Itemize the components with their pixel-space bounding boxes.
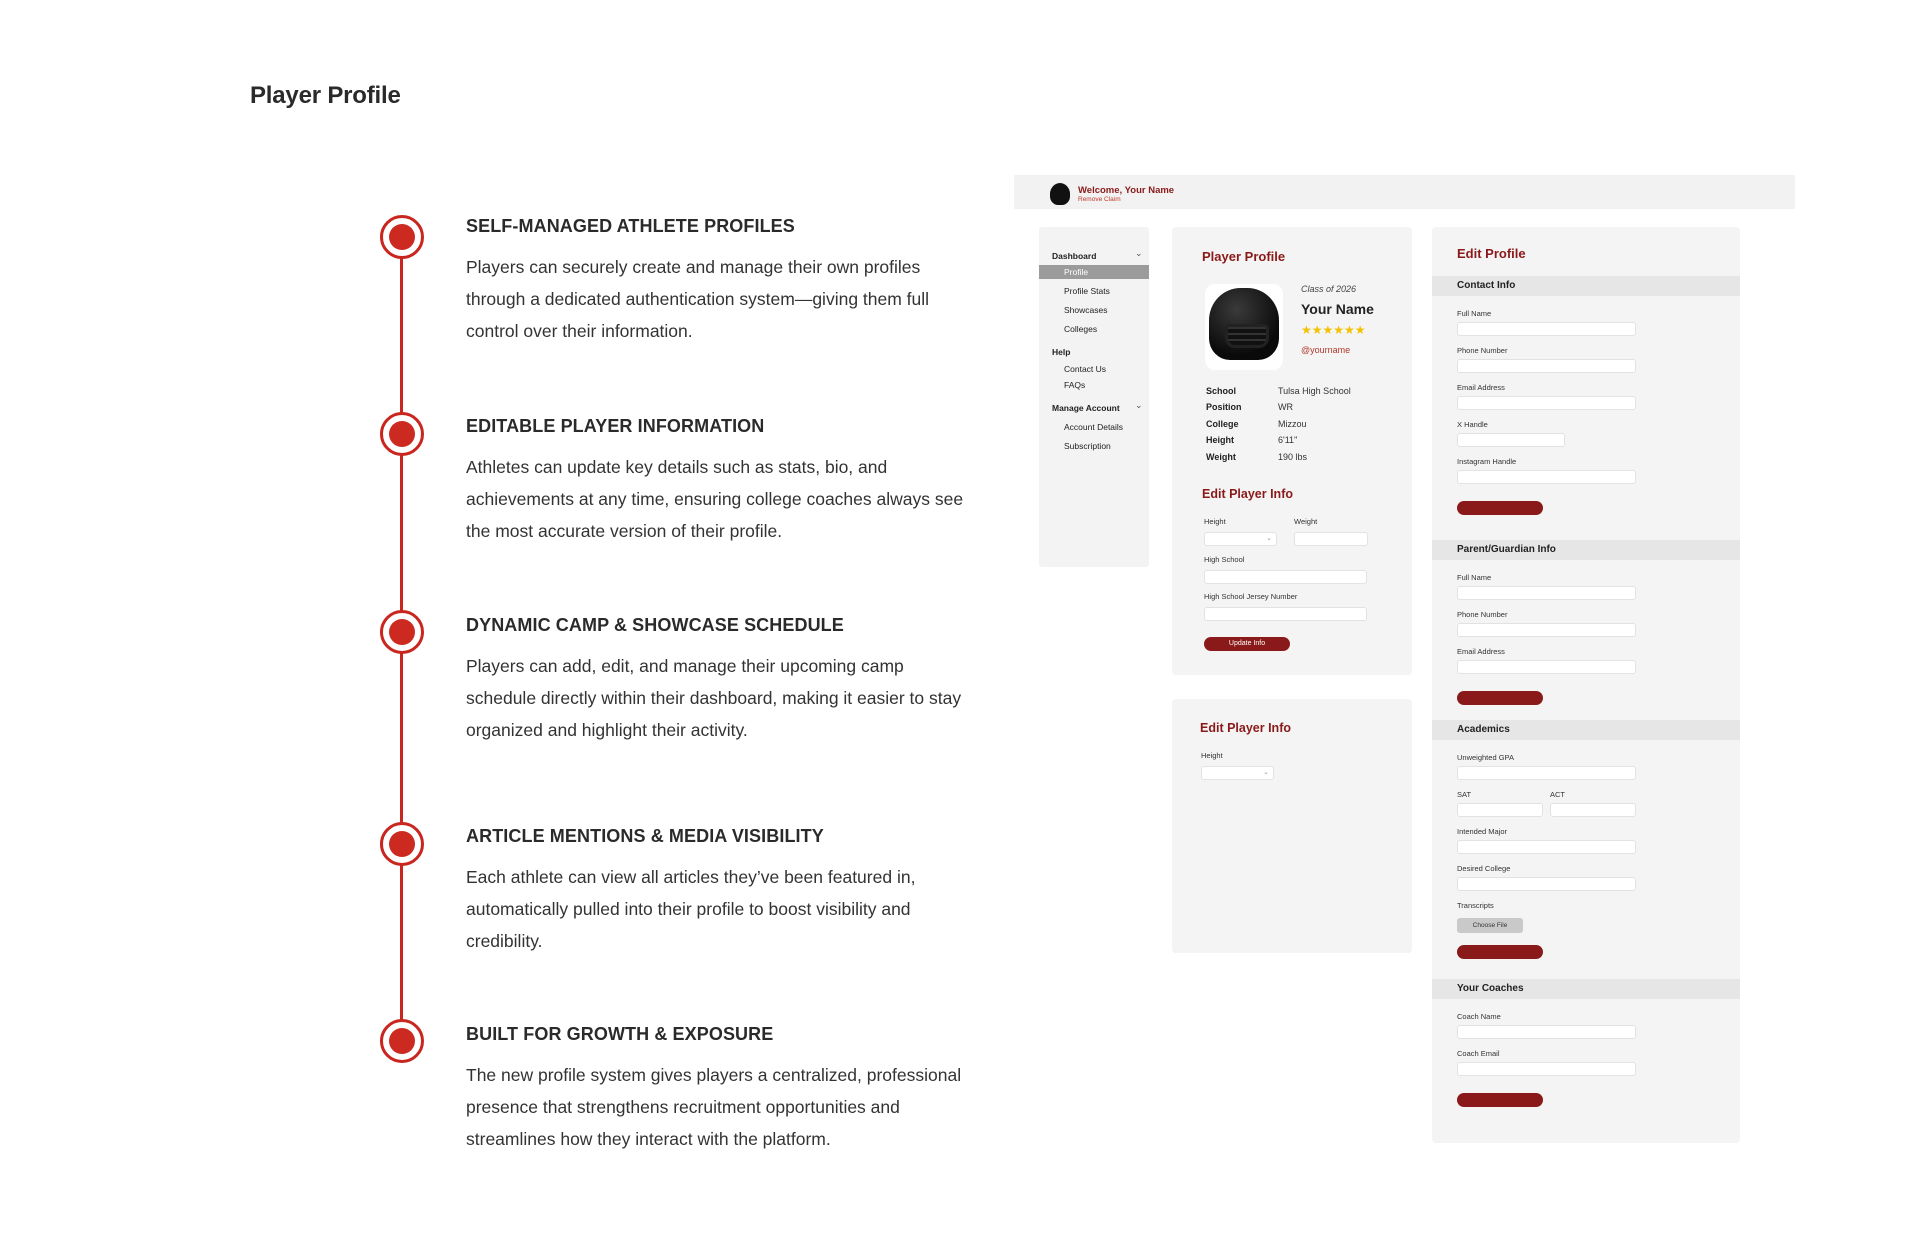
coach-email-label: Coach Email: [1457, 1049, 1500, 1058]
weight-input[interactable]: [1294, 532, 1368, 546]
sidebar-selected-highlight: [1039, 265, 1149, 279]
sidebar-item-profile[interactable]: Profile: [1064, 267, 1089, 277]
feature-4: [466, 826, 966, 957]
timeline-dot-4: [380, 822, 424, 866]
high-school-label: High School: [1204, 555, 1245, 564]
email-address-label: Email Address: [1457, 383, 1505, 392]
feature-title: ARTICLE MENTIONS & MEDIA VISIBILITY: [466, 826, 824, 846]
player-photo: [1205, 284, 1283, 370]
gpa-label: Unweighted GPA: [1457, 753, 1514, 762]
sidebar-item-profile-stats[interactable]: Profile Stats: [1064, 286, 1110, 296]
phone-number-label: Phone Number: [1457, 610, 1508, 619]
sidebar-item-contact-us[interactable]: Contact Us: [1064, 364, 1107, 374]
detail-key: College: [1206, 419, 1239, 429]
class-of: Class of 2026: [1301, 284, 1357, 294]
sidebar-item-colleges[interactable]: Colleges: [1064, 324, 1098, 334]
gpa-input[interactable]: [1457, 766, 1636, 780]
coach-email-input[interactable]: [1457, 1062, 1636, 1076]
mockup-topbar: [1014, 175, 1795, 209]
weight-label: Weight: [1294, 517, 1318, 526]
feature-title: DYNAMIC CAMP & SHOWCASE SCHEDULE: [466, 615, 844, 635]
height-select[interactable]: [1204, 532, 1277, 546]
edit-player-info-title: Edit Player Info: [1200, 721, 1291, 735]
detail-key: Weight: [1206, 452, 1236, 462]
detail-value: WR: [1278, 402, 1293, 412]
detail-key: School: [1206, 386, 1237, 396]
edit-player-info-title: Edit Player Info: [1202, 487, 1293, 501]
save-contact-button[interactable]: [1457, 501, 1543, 515]
sat-label: SAT: [1457, 790, 1472, 799]
sat-input[interactable]: [1457, 803, 1543, 817]
chevron-down-icon: ⌄: [1263, 769, 1269, 776]
desired-college-label: Desired College: [1457, 864, 1511, 873]
sidebar-item-subscription[interactable]: Subscription: [1064, 441, 1111, 451]
feature-title: BUILT FOR GROWTH & EXPOSURE: [466, 1024, 774, 1044]
detail-key: Position: [1206, 402, 1242, 412]
instagram-handle-input[interactable]: [1457, 470, 1636, 484]
page-title: Player Profile: [250, 82, 401, 109]
coach-name-input[interactable]: [1457, 1025, 1636, 1039]
your-coaches-header: Your Coaches: [1432, 979, 1740, 999]
detail-value: 190 lbs: [1278, 452, 1308, 462]
parent-guardian-header: Parent/Guardian Info: [1432, 540, 1740, 560]
remove-claim-link[interactable]: Remove Claim: [1078, 196, 1121, 203]
player-name: Your Name: [1301, 301, 1374, 317]
height-select[interactable]: [1201, 766, 1274, 780]
transcripts-label: Transcripts: [1457, 901, 1494, 910]
academics-header: Academics: [1432, 720, 1740, 740]
choose-file-button[interactable]: Choose File: [1457, 918, 1523, 933]
full-name-label: Full Name: [1457, 573, 1492, 582]
feature-title: SELF-MANAGED ATHLETE PROFILES: [466, 216, 795, 236]
update-info-button[interactable]: Update Info: [1204, 637, 1290, 651]
edit-player-info-card: [1172, 699, 1412, 953]
feature-title: EDITABLE PLAYER INFORMATION: [466, 416, 765, 436]
email-address-label: Email Address: [1457, 647, 1505, 656]
star-rating: ★★★★★★: [1301, 323, 1366, 337]
sidebar-item-faqs[interactable]: FAQs: [1064, 380, 1086, 390]
feature-body: Each athlete can view all articles they’ve been featured in, automatically pulled into their profile to boost visibility and credibility.: [466, 867, 916, 951]
feature-body: The new profile system gives players a centralized, professional presence that strengthens recruitment opportunities and streamlines how they interact with the platform.: [466, 1065, 962, 1149]
timeline-dot-1: [380, 215, 424, 259]
parent-full-name-input[interactable]: [1457, 586, 1636, 600]
sidebar-item-dashboard[interactable]: Dashboard: [1052, 251, 1097, 261]
jersey-number-input[interactable]: [1204, 607, 1367, 621]
detail-key: Height: [1206, 435, 1234, 445]
feature-body: Players can securely create and manage their own profiles through a dedicated authentication system—giving them full control over their information.: [466, 257, 930, 341]
detail-value: Mizzou: [1278, 419, 1307, 429]
act-label: ACT: [1550, 790, 1565, 799]
chevron-down-icon: ⌄: [1266, 535, 1272, 542]
x-handle-input[interactable]: [1457, 433, 1565, 447]
chevron-down-icon[interactable]: ⌄: [1135, 400, 1143, 410]
x-handle-label: X Handle: [1457, 420, 1488, 429]
timeline-dot-3: [380, 610, 424, 654]
save-academics-button[interactable]: [1457, 945, 1543, 959]
height-label: Height: [1204, 517, 1226, 526]
parent-email-input[interactable]: [1457, 660, 1636, 674]
feature-body: Players can add, edit, and manage their upcoming camp schedule directly within their dashboard, making it easier to stay organized and highlight their activity.: [466, 656, 962, 740]
coach-name-label: Coach Name: [1457, 1012, 1501, 1021]
height-label: Height: [1201, 751, 1223, 760]
feature-2: [466, 416, 966, 547]
high-school-input[interactable]: [1204, 570, 1367, 584]
parent-phone-input[interactable]: [1457, 623, 1636, 637]
mockup-sidebar: [1039, 227, 1149, 567]
full-name-input[interactable]: [1457, 322, 1636, 336]
intended-major-label: Intended Major: [1457, 827, 1508, 836]
act-input[interactable]: [1550, 803, 1636, 817]
jersey-number-label: High School Jersey Number: [1204, 592, 1298, 601]
avatar[interactable]: [1050, 183, 1070, 205]
feature-5: [466, 1024, 966, 1155]
full-name-label: Full Name: [1457, 309, 1492, 318]
feature-3: [466, 615, 966, 746]
phone-number-label: Phone Number: [1457, 346, 1508, 355]
feature-body: Athletes can update key details such as stats, bio, and achievements at any time, ensuring college coaches always see the most accurate version of their profile.: [466, 457, 964, 541]
save-coaches-button[interactable]: [1457, 1093, 1543, 1107]
desired-college-input[interactable]: [1457, 877, 1636, 891]
contact-info-header: Contact Info: [1432, 276, 1740, 296]
instagram-handle-label: Instagram Handle: [1457, 457, 1517, 466]
save-parent-button[interactable]: [1457, 691, 1543, 705]
sidebar-item-help[interactable]: Help: [1052, 347, 1071, 357]
sidebar-item-manage-account[interactable]: Manage Account: [1052, 403, 1120, 413]
sidebar-item-account-details[interactable]: Account Details: [1064, 422, 1124, 432]
timeline-dot-2: [380, 412, 424, 456]
detail-value: Tulsa High School: [1278, 386, 1351, 396]
edit-profile-title: Edit Profile: [1457, 246, 1526, 261]
feature-1: [466, 216, 966, 347]
timeline-dot-5: [380, 1019, 424, 1063]
chevron-down-icon[interactable]: ⌄: [1135, 248, 1143, 258]
sidebar-item-showcases[interactable]: Showcases: [1064, 305, 1108, 315]
email-address-input[interactable]: [1457, 396, 1636, 410]
intended-major-input[interactable]: [1457, 840, 1636, 854]
profile-card-title: Player Profile: [1202, 249, 1286, 264]
player-handle[interactable]: @yourname: [1301, 345, 1351, 355]
detail-value: 6'11": [1278, 435, 1298, 445]
phone-number-input[interactable]: [1457, 359, 1636, 373]
welcome-text: Welcome, Your Name: [1078, 185, 1175, 196]
